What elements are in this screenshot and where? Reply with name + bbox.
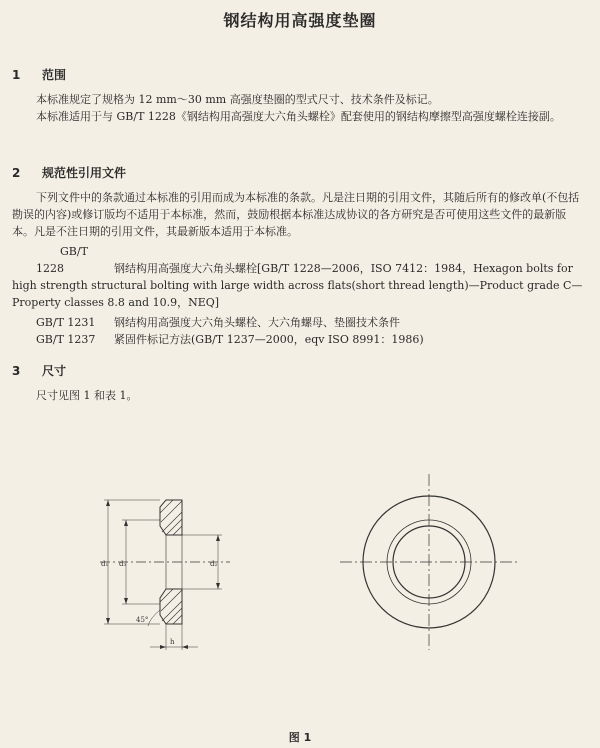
- section-heading-dimensions: [12, 362, 66, 379]
- scope-paragraph-2: 本标准适用于与 GB/T 1228《钢结构用高强度大六角头螺栓》配套使用的钢结构摩擦型高强度螺栓连接副。: [36, 110, 561, 123]
- section-title: 尺寸: [42, 364, 67, 378]
- reference-item: [12, 243, 588, 311]
- section-title: 规范性引用文件: [42, 166, 127, 180]
- section-number: 1: [12, 68, 21, 82]
- section-title: 范围: [42, 68, 67, 82]
- section-heading-normative: [12, 164, 126, 181]
- dimensions-paragraph-wrap: [12, 387, 588, 404]
- section-number: 2: [12, 166, 21, 180]
- document-title: 钢结构用高强度垫圈: [223, 11, 377, 30]
- label-d3: d₃: [119, 560, 127, 568]
- reference-item: [36, 314, 588, 331]
- normative-intro: [12, 189, 588, 240]
- reference-code: GB/T 1231: [36, 316, 96, 329]
- reference-code: GB/T 1228: [36, 245, 88, 275]
- reference-code: GB/T 1237: [36, 333, 96, 346]
- label-d2: d₂: [210, 560, 218, 568]
- scope-paragraph-1: 本标准规定了规格为 12 mm～30 mm 高强度垫圈的型式尺寸、技术条件及标记。: [36, 93, 439, 106]
- normative-paragraph: 下列文件中的条款通过本标准的引用而成为本标准的条款。凡是注日期的引用文件，其随后所有的修改单(不包括勘误的内容)或修订版均不适用于本标准，然而，鼓励根据本标准达成协议的各方研究是否可使用这些文件的最新版本。凡是不注日期的引用文件，其最新版本适用于本标准。: [12, 191, 580, 238]
- reference-text: 钢结构用高强度大六角头螺栓[GB/T 1228—2006，ISO 7412：1984，Hexagon bolts for high strength structural bolting with large width across flats(short thread length)—Product grade C—Property classes 8.8 and 10.9，NEQ]: [12, 262, 583, 309]
- figure-caption: 图 1: [288, 731, 312, 744]
- reference-text: 钢结构用高强度大六角头螺栓、大六角螺母、垫圈技术条件: [114, 316, 400, 329]
- dimensions-paragraph: 尺寸见图 1 和表 1。: [36, 389, 138, 402]
- washer-section-view: [100, 500, 230, 650]
- arrowheads: [106, 500, 220, 649]
- label-h: h: [170, 638, 175, 646]
- label-d1: d₁: [101, 560, 109, 568]
- section-heading-scope: [12, 66, 66, 83]
- angle-arc: [148, 610, 160, 626]
- scope-paragraphs: [12, 91, 588, 125]
- section-number: 3: [12, 364, 21, 378]
- reference-item: [36, 331, 588, 348]
- washer-drawing: [0, 470, 600, 730]
- label-angle: 45°: [136, 616, 149, 624]
- washer-plan-view: [340, 474, 518, 650]
- reference-text: 紧固件标记方法(GB/T 1237—2000，eqv ISO 8991：1986): [114, 333, 424, 346]
